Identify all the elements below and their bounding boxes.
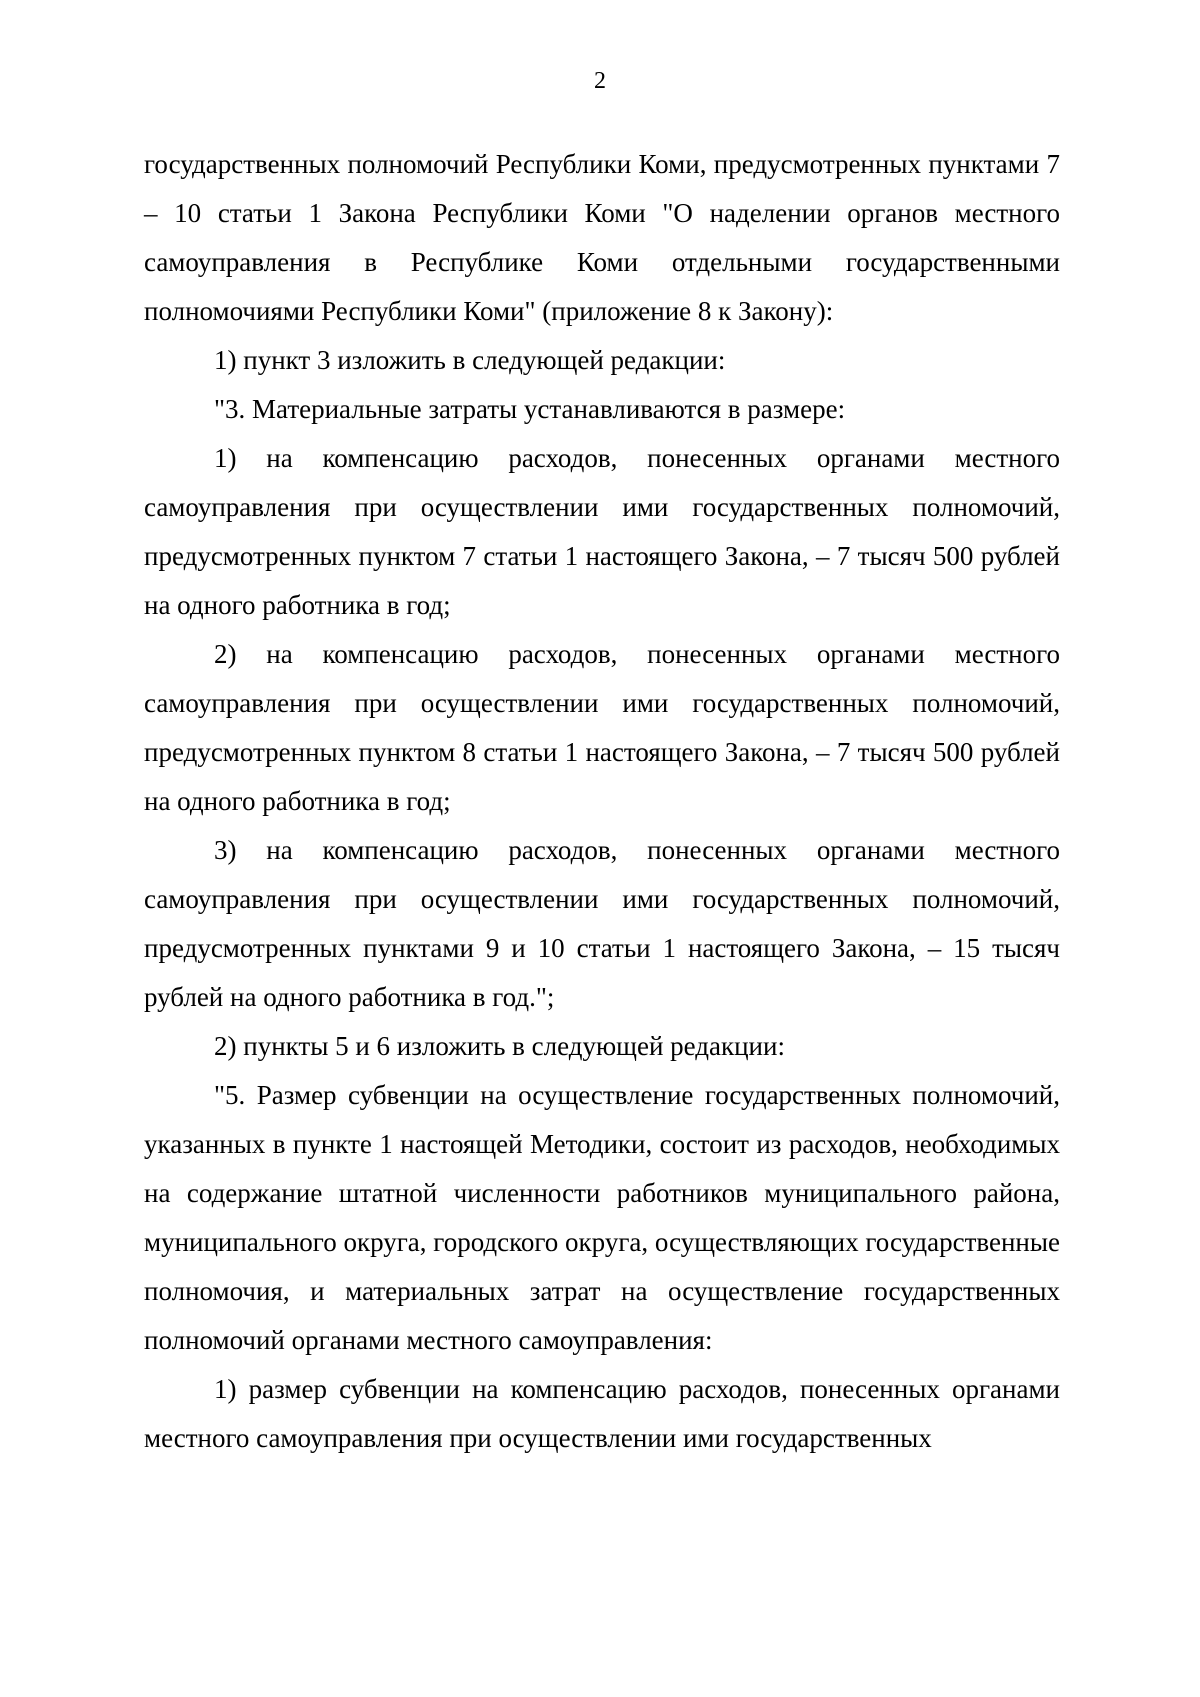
paragraph-item-2-header: 2) пункты 5 и 6 изложить в следующей редакции: [214,1031,785,1061]
paragraph-subitem-3: 3) на компенсацию расходов, понесенных органами местного самоуправления при осуществлении ими государственных полномочий, предусмотренных пунктами 9 и 10 статьи 1 настоящего Закона, – 15 тысяч рублей на одного работника в год."; [144,835,1060,1012]
paragraph-point-5: "5. Размер субвенции на осуществление государственных полномочий, указанных в пункте 1 настоящей Методики, состоит из расходов, необходимых на содержание штатной численности работников муниципального района, муниципального округа, городского округа, осуществляющих государственные полномочия, и материальных затрат на осуществление государственных полномочий органами местного самоуправления: [144,1080,1060,1355]
page-number: 2 [594,68,606,94]
paragraph-item-1-header: 1) пункт 3 изложить в следующей редакции: [214,345,726,375]
paragraph-continuation: государственных полномочий Республики Коми, предусмотренных пунктами 7 – 10 статьи 1 Закона Республики Коми "О наделении органов местного самоуправления в Республике Коми отдельными государственными полномочиями Республики Коми" (приложение 8 к Закону): [144,149,1060,326]
paragraph-subitem-1: 1) на компенсацию расходов, понесенных органами местного самоуправления при осуществлении ими государственных полномочий, предусмотренных пунктом 7 статьи 1 настоящего Закона, – 7 тысяч 500 рублей на одного работника в год; [144,443,1060,620]
paragraph-point-3: "3. Материальные затраты устанавливаются в размере: [214,394,846,424]
paragraph-subitem-2: 2) на компенсацию расходов, понесенных органами местного самоуправления при осуществлении ими государственных полномочий, предусмотренных пунктом 8 статьи 1 настоящего Закона, – 7 тысяч 500 рублей на одного работника в год; [144,639,1060,816]
paragraph-point-5-subitem-1: 1) размер субвенции на компенсацию расходов, понесенных органами местного самоуправления при осуществлении ими государственных [144,1374,1060,1453]
document-body [144,140,1060,1463]
